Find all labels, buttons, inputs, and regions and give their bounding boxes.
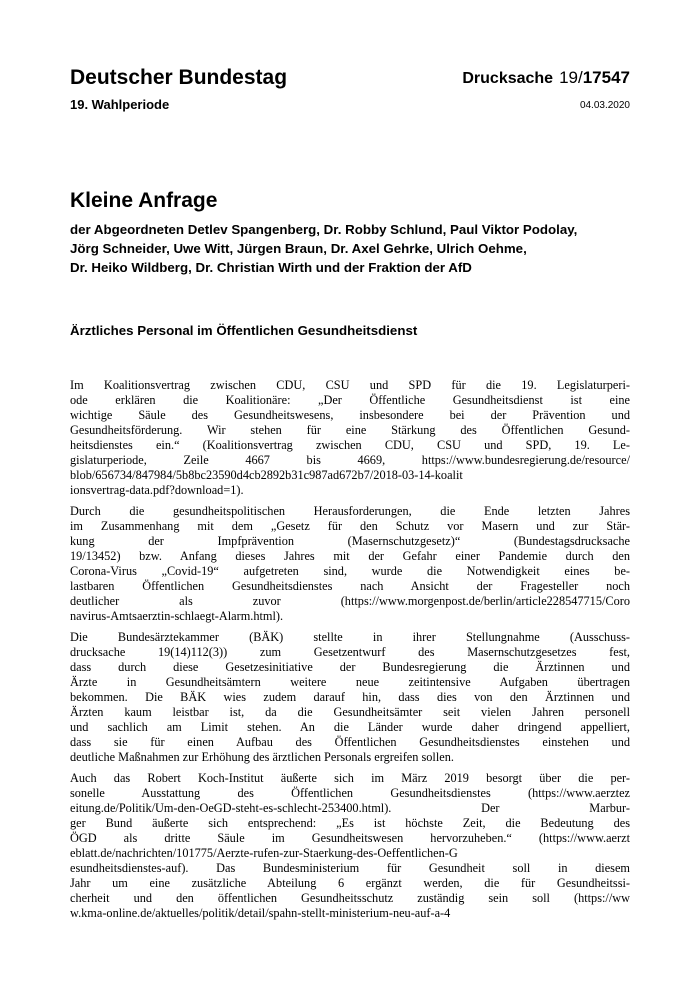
paragraph-line: ode erklären die Koalitionäre: „Der Öffentliche Gesundheitsdienst ist eine [70, 393, 630, 407]
drucksache-number [462, 66, 630, 91]
institution-name: Deutscher Bundestag [70, 66, 288, 89]
paragraph-line: Jahr um eine zusätzliche Abteilung 6 ergänzt werden, die für Gesundheitssi- [70, 876, 630, 890]
paragraph-line: kung der Impfprävention (Masernschutzgesetz)“ (Bundestagsdrucksache [70, 534, 630, 548]
paragraph-line: ger Bund äußerte sich entsprechend: „Es ist höchste Zeit, die Bedeutung des [70, 816, 630, 830]
paragraph [70, 504, 630, 624]
paragraph-line: eblatt.de/nachrichten/101775/Aerzte-rufen-zur-Staerkung-des-Oeffentlichen-G [70, 846, 458, 860]
paragraph-line: w.kma-online.de/aktuelles/politik/detail/spahn-stellt-ministerium-neu-auf-a-4 [70, 906, 451, 920]
paragraph-line: gislaturperiode, Zeile 4667 bis 4669, https://www.bundesregierung.de/resource/ [70, 453, 630, 467]
paragraph-line: ionsvertrag-data.pdf?download=1). [70, 483, 244, 497]
paragraph-line: ÖGD als dritte Säule im Gesundheitswesen hervorzuheben.“ (https://www.aerzt [70, 831, 630, 845]
paragraph-line: deutlicher als zuvor (https://www.morgenpost.de/berlin/article228547715/Coro [70, 594, 630, 608]
authors-line: Jörg Schneider, Uwe Witt, Jürgen Braun, Dr. Axel Gehrke, Ulrich Oehme, [70, 241, 527, 256]
drucksache-num-main: 17547 [582, 68, 630, 87]
paragraph-line: Im Koalitionsvertrag zwischen CDU, CSU und SPD für die 19. Legislaturperi- [70, 378, 630, 392]
paragraph-line: dass sie für einen Aufbau des Öffentlichen Gesundheitsdienstes einstehen und [70, 735, 630, 749]
paragraph-line: blob/656734/847984/5b8bc23590d4cb2892b31c987ad672b7/2018-03-14-koalit [70, 468, 463, 482]
paragraph-line: navirus-Amtsaerztin-schlaegt-Alarm.html). [70, 609, 284, 623]
paragraph-line: bekommen. Die BÄK wies zudem darauf hin, dass dies von den Ärztinnen und [70, 690, 630, 704]
paragraph-line: esundheitsdienstes-auf). Das Bundesministerium für Gesundheit soll in diesem [70, 861, 630, 875]
paragraph-line: eitung.de/Politik/Um-den-OeGD-steht-es-schlecht-253400.html). Der Marbur- [70, 801, 630, 815]
paragraph-line: dass durch diese Gesetzesinitiative der Bundesregierung die Ärztinnen und [70, 660, 630, 674]
paragraph-line: Durch die gesundheitspolitischen Herausforderungen, die Ende letzten Jahres [70, 504, 630, 518]
paragraph-line: 19/13452) bzw. Anfang dieses Jahres mit der Gefahr einer Pandemie durch den [70, 549, 630, 563]
legislative-period: 19. Wahlperiode [70, 97, 170, 112]
paragraph-line: Die Bundesärztekammer (BÄK) stellte in ihrer Stellungnahme (Ausschuss- [70, 630, 630, 644]
header-left [70, 66, 287, 113]
document-date: 04.03.2020 [579, 100, 630, 111]
header-right [462, 66, 630, 113]
document-type: Kleine Anfrage [70, 189, 218, 212]
paragraph [70, 378, 630, 498]
paragraph-line: drucksache 19(14)112(3)) zum Gesetzentwurf des Masernschutzgesetzes fest, [70, 645, 630, 659]
paragraph-line: Ärzten kaum leistbar ist, da die Gesundheitsämter seit vielen Jahren personell [70, 705, 630, 719]
authors-block [70, 220, 640, 277]
paragraph-line: sonelle Ausstattung des Öffentlichen Gesundheitsdienstes (https://www.aerztez [70, 786, 630, 800]
paragraph [70, 630, 630, 765]
paragraph-line: wichtige Säule des Gesundheitswesens, insbesondere bei der Prävention und [70, 408, 630, 422]
paragraph-line: und sachlich am Limit stehen. An die Länder wurde daher dringend appelliert, [70, 720, 630, 734]
authors-line: der Abgeordneten Detlev Spangenberg, Dr. Robby Schlund, Paul Viktor Podolay, [70, 222, 578, 237]
paragraph-line: Ärzte in Gesundheitsämtern weitere neue zeitintensive Aufgaben übertragen [70, 675, 630, 689]
paragraph-line: heitsdienstes ein.“ (Koalitionsvertrag zwischen CDU, CSU und SPD, 19. Le- [70, 438, 630, 452]
drucksache-num-prefix: 19/ [559, 68, 583, 87]
paragraph-line: Gesundheitsförderung. Wir stehen für eine Stärkung des Öffentlichen Gesund- [70, 423, 630, 437]
drucksache-label: Drucksache [462, 70, 554, 87]
paragraph-line: Corona-Virus „Covid-19“ aufgetreten sind, wurde die Notwendigkeit eines be- [70, 564, 630, 578]
body-text [70, 378, 630, 927]
paragraph-line: im Zusammenhang mit dem „Gesetz für den Schutz vor Masern und zur Stär- [70, 519, 630, 533]
paragraph-line: cherheit und den öffentlichen Gesundheitsschutz zuständig sein soll (https://ww [70, 891, 630, 905]
paragraph-line: deutliche Maßnahmen zur Erhöhung des ärztlichen Personals ergreifen sollen. [70, 750, 454, 764]
paragraph-line: Auch das Robert Koch-Institut äußerte sich im März 2019 besorgt über die per- [70, 771, 630, 785]
paragraph-line: lastbaren Öffentlichen Gesundheitsdienstes nach Ansicht der Fragesteller noch [70, 579, 630, 593]
paragraph [70, 771, 630, 921]
subject-heading: Ärztliches Personal im Öffentlichen Gesundheitsdienst [70, 323, 418, 338]
authors-line: Dr. Heiko Wildberg, Dr. Christian Wirth und der Fraktion der AfD [70, 260, 472, 275]
